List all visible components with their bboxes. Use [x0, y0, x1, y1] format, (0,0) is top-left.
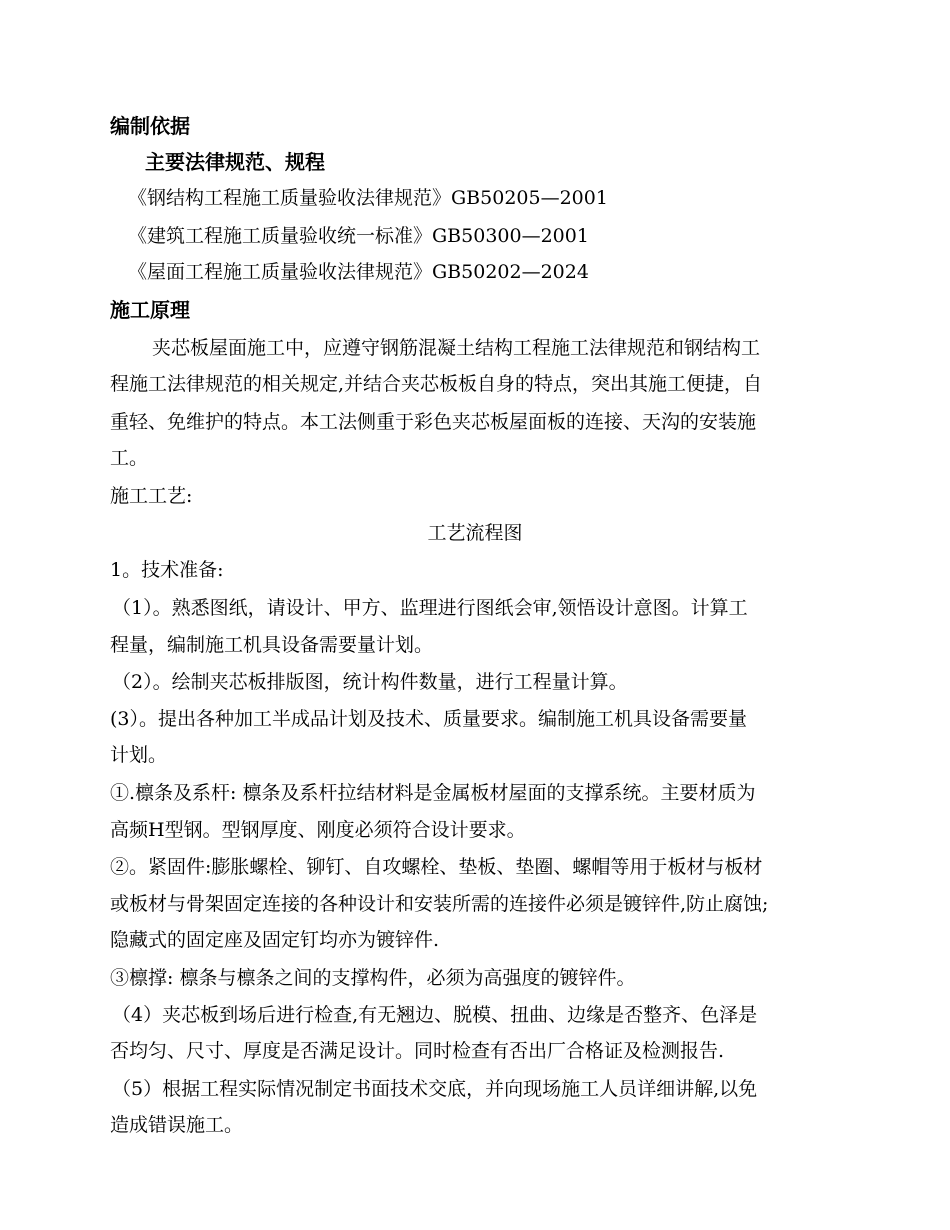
item-line: 或板材与骨架固定连接的各种设计和安装所需的连接件必须是镀锌件,防止腐蚀; — [110, 893, 769, 915]
heading-main-standards: 主要法律规范、规程 — [145, 150, 325, 174]
paragraph-line: 程施工法律规范的相关规定,并结合夹芯板板自身的特点，突出其施工便捷，自 — [110, 373, 763, 395]
item-line: 程量，编制施工机具设备需要量计划。 — [110, 634, 434, 656]
item-line: （1）。熟悉图纸，请设计、甲方、监理进行图纸会审,领悟设计意图。计算工 — [112, 597, 748, 619]
reference-line: 《建筑工程施工质量验收统一标准》GB50300—2001 — [128, 225, 589, 247]
item-line: （5）根据工程实际情况制定书面技术交底，并向现场施工人员详细讲解,以免 — [112, 1078, 758, 1100]
item-line: ②。紧固件:膨胀螺栓、铆钉、自攻螺栓、垫板、垫圈、螺帽等用于板材与板材 — [110, 856, 763, 878]
item-line: （4）夹芯板到场后进行检查,有无翘边、脱模、扭曲、边缘是否整齐、色泽是 — [112, 1004, 758, 1026]
item-line: ③檩撑: 檩条与檩条之间的支撑构件，必须为高强度的镀锌件。 — [110, 967, 636, 989]
item-line: 否均匀、尺寸、厚度是否满足设计。同时检查有否出厂合格证及检测报告. — [110, 1040, 725, 1062]
paragraph-line: 工。 — [110, 447, 149, 469]
item-line: 隐藏式的固定座及固定钉均亦为镀锌件. — [110, 929, 440, 951]
reference-line: 《钢结构工程施工质量验收法律规范》GB50205—2001 — [128, 187, 608, 209]
process-label: 施工工艺: — [110, 485, 193, 507]
item-line: ①.檩条及系杆: 檩条及系杆拉结材料是金属板材屋面的支撑系统。主要材质为 — [110, 782, 756, 804]
item-line: 造成错误施工。 — [110, 1114, 244, 1136]
item-line: (3）。提出各种加工半成品计划及技术、质量要求。编制施工机具设备需要量 — [110, 708, 748, 730]
flow-chart-title: 工艺流程图 — [427, 522, 523, 544]
paragraph-line: 夹芯板屋面施工中，应遵守钢筋混凝土结构工程施工法律规范和钢结构工 — [152, 337, 761, 359]
heading-basis: 编制依据 — [110, 114, 190, 138]
heading-principle: 施工原理 — [110, 298, 190, 322]
item-line: 计划。 — [110, 744, 168, 766]
tech-prep-heading: 1。技术准备: — [110, 559, 224, 581]
paragraph-line: 重轻、免维护的特点。本工法侧重于彩色夹芯板屋面板的连接、天沟的安装施 — [110, 411, 757, 433]
reference-line: 《屋面工程施工质量验收法律规范》GB50202—2024 — [128, 261, 589, 283]
item-line: 高频H型钢。型钢厚度、刚度必须符合设计要求。 — [110, 819, 526, 841]
item-line: （2）。绘制夹芯板排版图，统计构件数量，进行工程量计算。 — [112, 671, 628, 693]
